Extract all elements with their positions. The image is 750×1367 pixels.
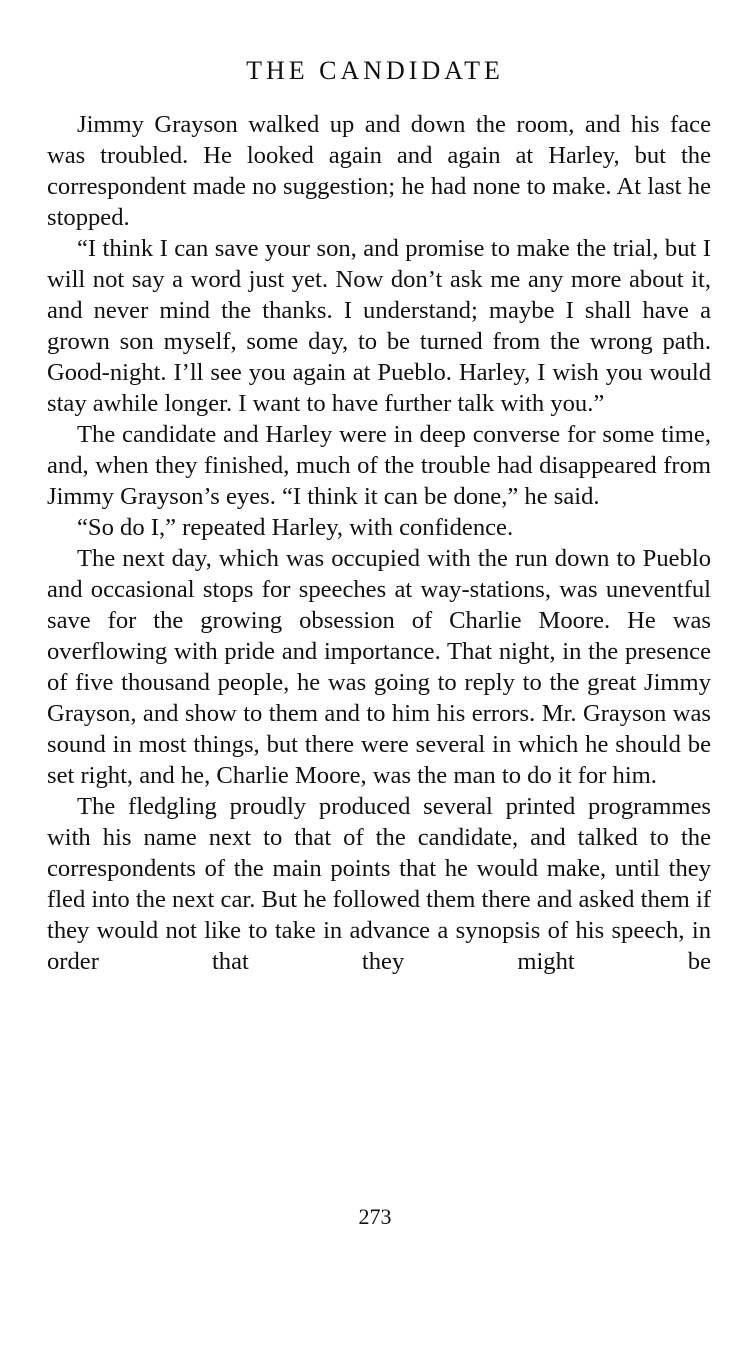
- paragraph: “So do I,” repeated Harley, with confidence.: [77, 514, 514, 541]
- page-number: 273: [358, 1204, 392, 1229]
- paragraph: The candidate and Harley were in deep converse for some time, and, when they finished, much of the trouble had disappeared from Jimmy Grayson’s eyes. “I think it can be done,” he said.: [47, 421, 711, 510]
- paragraph: “I think I can save your son, and promise to make the trial, but I will not say a word just yet. Now don’t ask me any more about it, and never mind the thanks. I understand; maybe I shall have a grown son myself, some day, to be turned from the wrong path. Good-night. I’ll see you again at Pueblo. Harley, I wish you would stay awhile longer. I want to have further talk with you.”: [47, 235, 711, 417]
- paragraph: Jimmy Grayson walked up and down the room, and his face was troubled. He looked again and again at Harley, but the correspondent made no suggestion; he had none to make. At last he stopped.: [47, 111, 711, 231]
- paragraph: The next day, which was occupied with the run down to Pueblo and occasional stops for speeches at way-stations, was uneventful save for the growing obsession of Charlie Moore. He was overflowing with pride and importance. That night, in the presence of five thousand people, he was going to reply to the great Jimmy Grayson, and show to them and to him his errors. Mr. Grayson was sound in most things, but there were several in which he should be set right, and he, Charlie Moore, was the man to do it for him.: [47, 545, 711, 789]
- body-text: [47, 109, 711, 977]
- paragraph: The fledgling proudly produced several printed programmes with his name next to that of the candidate, and talked to the correspondents of the main points that he would make, until they fled into the next car. But he followed them there and asked them if they would not like to take in advance a synopsis of his speech, in order that they might be: [47, 793, 711, 975]
- running-head: THE CANDIDATE: [246, 56, 504, 85]
